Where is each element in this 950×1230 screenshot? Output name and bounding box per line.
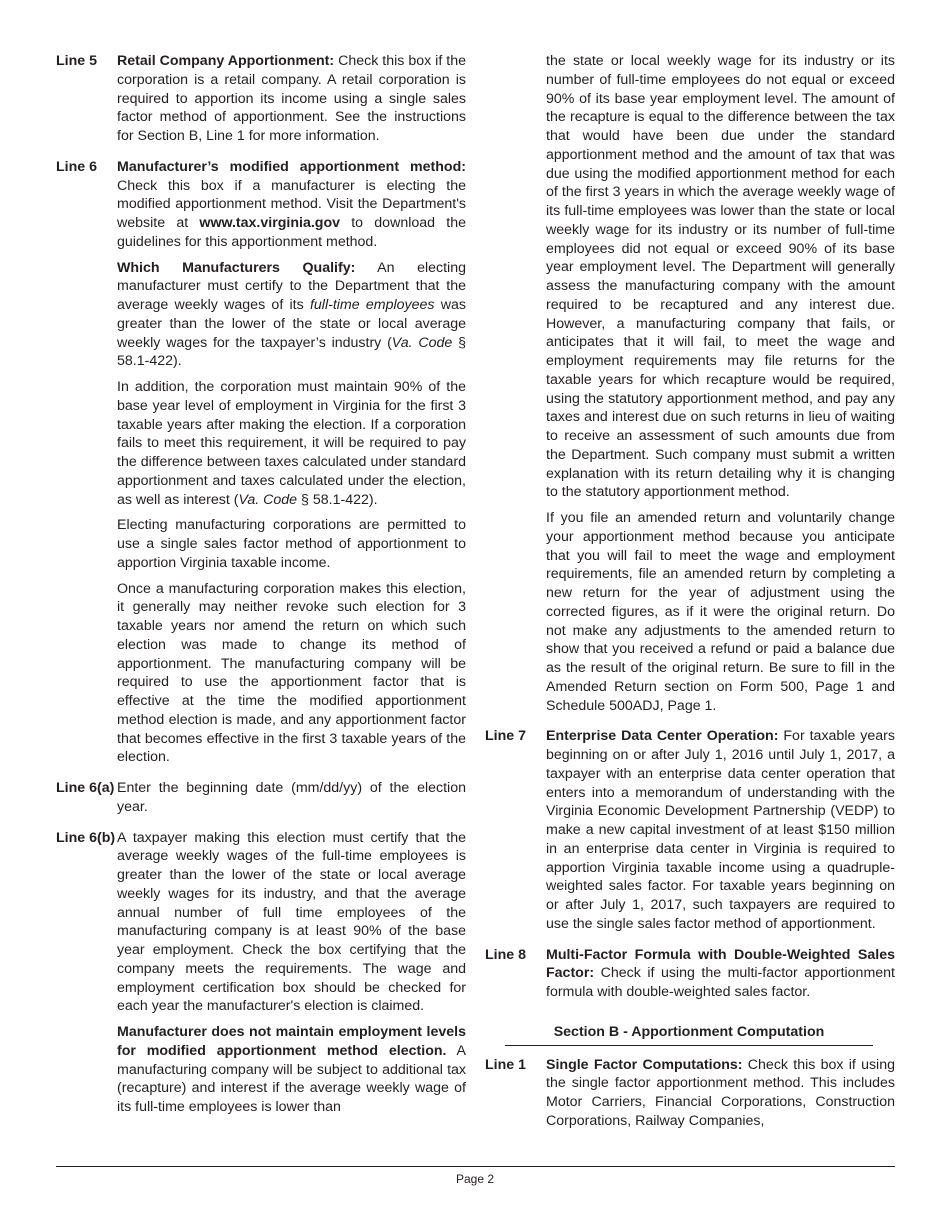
paragraph	[117, 52, 466, 146]
paragraph	[117, 1023, 466, 1117]
text: In addition, the corporation must maintain 90% of the base year level of employment in Virginia for the first 3 taxable years after making the election. If a corporation fails to meet this requirement, it will be required to pay the difference between taxes calculated under standard apportionment and taxes calculated under the election, as well as interest (	[117, 379, 466, 508]
entry-body	[546, 946, 895, 1009]
text: If you file an amended return and voluntarily change your apportionment method because you anticipate that you will fail to meet the wage and employment requirements, file an amended return by completing a new return for the year of adjustment using the corrected figures, as if it were the original return. Do not make any adjustments to the amended return to show that you received a refund or paid a balance due as the result of the original return. Be sure to fill in the Amended Return section on Form 500, Page 1 and Schedule 500ADJ, Page 1.	[546, 510, 895, 714]
text: Enter the beginning date (mm/dd/yy) of the election year.	[117, 780, 466, 815]
instruction-entry	[56, 158, 466, 774]
line-label: Line 6(a)	[56, 780, 115, 796]
text: Check if using the multi-factor apportionment formula with double-weighted sales factor.	[546, 965, 895, 1000]
line-label: Line 6(b)	[56, 829, 116, 846]
bold-text: Manufacturer’s modified apportionment method:	[117, 158, 466, 175]
paragraph	[546, 946, 895, 1002]
instruction-entry	[485, 1056, 895, 1138]
bold-text: Single Factor Computations:	[546, 1056, 743, 1073]
bold-text: Enterprise Data Center Operation:	[546, 728, 779, 745]
paragraph	[546, 509, 895, 715]
text: § 58.1-422).	[117, 334, 466, 370]
paragraph	[546, 1056, 895, 1131]
section-heading: Section B - Apportionment Computation	[505, 1023, 873, 1046]
footer-divider	[56, 1166, 895, 1167]
instruction-entry	[485, 52, 895, 722]
right-column	[485, 52, 895, 1143]
page-number: Page 2	[455, 1172, 495, 1186]
line-label: Line 6	[56, 158, 97, 175]
paragraph	[117, 158, 466, 252]
line-label: Line 7	[485, 728, 526, 745]
text: to download the guidelines for this apportionment method.	[117, 215, 466, 250]
text: the state or local weekly wage for its industry or its number of full-time employees do not equal or exceed 90% of its base year employment level. The amount of the recapture is equal to the difference between the tax that would have been due under the standard apportionment method and the amount of tax that was due using the modified apportionment method for each of the first 3 years in which the average weekly wage of its full-time employees was lower than the state or local weekly wage for its industry or its number of full-time employees did not equal or exceed 90% of its base year employment level. The Department will generally assess the manufacturing company with the amount required to be recaptured and any interest due. However, a manufacturing company that fails, or anticipates that it will fail, to meet the wage and employment requirements may file returns for the taxable years for which recapture would be required, using the statutory apportionment method, and pay any taxes and interest due on such returns in lieu of waiting to receive an assessment of such amounts due from the Department. Such company must submit a written explanation with its return detailing why it is changing to the statutory apportionment method.	[546, 53, 895, 501]
bold-text: Retail Company Apportionment:	[117, 53, 335, 69]
left-column	[56, 52, 466, 1129]
text: Once a manufacturing corporation makes this election, it generally may neither revoke such election for 3 taxable years nor amend the return on which such election was made to change its method of apportionment. The manufacturing company will be required to use the apportionment factor that is effective at the time the modified apportionment method election is made, and any apportionment factor that becomes effective in the first 3 taxable years of the election.	[117, 580, 466, 766]
line-label: Line 1	[485, 1056, 526, 1073]
paragraph	[546, 727, 895, 933]
instruction-entry	[485, 946, 895, 1009]
text: was greater than the lower of the state or local average weekly wages for the taxpayer’s industry (	[117, 297, 467, 351]
paragraph	[117, 378, 466, 509]
paragraph	[117, 516, 466, 572]
entry-body	[117, 158, 466, 774]
paragraph	[117, 829, 466, 1017]
text: Check this box if using the single factor apportionment method. This includes Motor Carriers, Financial Corporations, Construction Corporations, Railway Companies,	[546, 1056, 895, 1129]
line-label: Line 5	[56, 53, 97, 69]
instruction-entry	[56, 829, 466, 1124]
text: § 58.1-422).	[297, 491, 378, 508]
text: Electing manufacturing corporations are permitted to use a single sales factor method of apportionment to apportion Virginia taxable income.	[117, 517, 466, 571]
italic-text: Va. Code	[391, 334, 453, 351]
text: A manufacturing company will be subject to additional tax (recapture) and interest if the average weekly wage of its full-time employees is lower than	[117, 1042, 466, 1115]
entry-body	[117, 829, 466, 1124]
line-label: Line 8	[485, 946, 526, 963]
italic-text: Va. Code	[238, 491, 298, 508]
text: For taxable years beginning on or after July 1, 2016 until July 1, 2017, a taxpayer with an enterprise data center operation that enters into a memorandum of understanding with the Virginia Economic Development Partnership (VEDP) to make a new capital investment of at least $150 million in an enterprise data center in Virginia is required to apportion Virginia taxable income using a quadruple-weighted sales factor. For taxable years beginning on or after July 1, 2017, such taxpayers are required to use the single sales factor method of apportionment.	[546, 728, 895, 932]
entry-body	[546, 727, 895, 940]
entry-body	[546, 1056, 895, 1138]
text: Check this box if the corporation is a retail company. A retail corporation is required to apportion its income using a single sales factor method of apportionment. See the instructions for Section B, Line 1 for more information.	[117, 53, 466, 144]
entry-body	[546, 52, 895, 722]
text: An electing manufacturer must certify to the Department that the average weekly wages of its	[117, 259, 466, 313]
instruction-entry	[485, 727, 895, 940]
entry-body	[117, 779, 466, 824]
bold-text: www.tax.virginia.gov	[199, 215, 340, 231]
italic-text: full-time employees	[309, 297, 435, 313]
instruction-entry	[56, 52, 466, 153]
bold-text: Multi-Factor Formula with Double-Weighted Sales Factor:	[546, 946, 895, 982]
instruction-entry	[56, 779, 466, 824]
bold-text: Manufacturer does not maintain employment levels for modified apportionment method election.	[117, 1024, 466, 1059]
paragraph	[117, 580, 466, 768]
text: Check this box if a manufacturer is electing the modified apportionment method. Visit the Department's website at	[117, 177, 466, 231]
paragraph	[546, 52, 895, 502]
bold-text: Which Manufacturers Qualify:	[117, 259, 356, 276]
paragraph	[117, 779, 466, 817]
entry-body	[117, 52, 466, 153]
paragraph	[117, 259, 466, 372]
text: A taxpayer making this election must certify that the average weekly wages of the full-time employees is greater than the lower of the state or local average weekly wages for its industry, and that the average annual number of full time employees of the manufacturing company is at least 90% of the base year employment. Check the box certifying that the company meets the requirements. The wage and employment certification box should be checked for each year the manufacturer's election is claimed.	[117, 829, 466, 1015]
